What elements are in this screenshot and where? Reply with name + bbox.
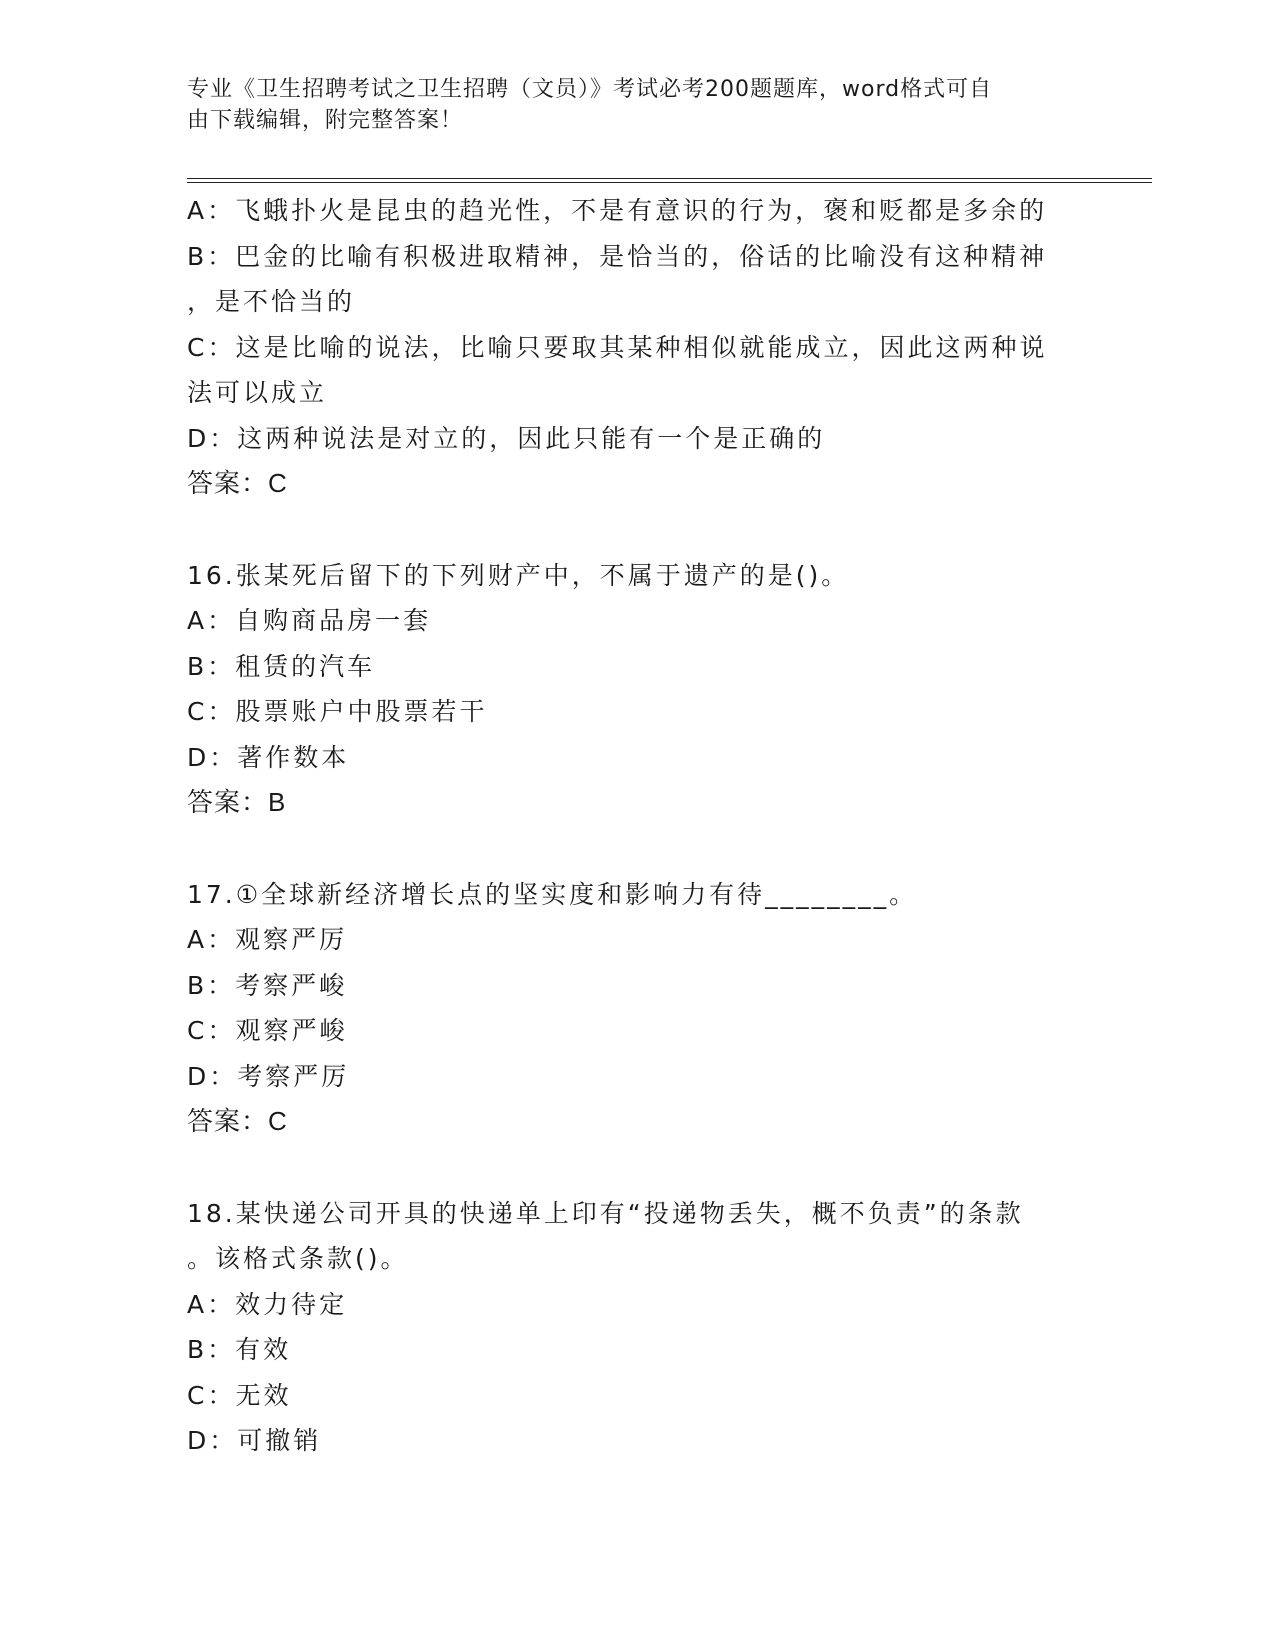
q18-question-line2: 。该格式条款()。 [187,1244,409,1273]
question-16-block [187,553,1087,826]
q16-answer: 答案：B [187,787,287,817]
header-divider-bottom [187,182,1152,183]
question-17-block [187,872,1087,1145]
q15-option-a: A：飞蛾扑火是昆虫的趋光性，不是有意识的行为，褒和贬都是多余的 [187,196,1048,225]
q16-question: 16.张某死后留下的下列财产中，不属于遗产的是()。 [187,560,850,590]
q18-option-a: A：效力待定 [187,1289,348,1319]
q18-option-c: C：无效 [187,1380,292,1410]
q17-question: 17.①全球新经济增长点的坚实度和影响力有待________。 [187,879,918,909]
q17-option-a: A：观察严厉 [187,925,348,954]
header-line-1: 专业《卫生招聘考试之卫生招聘（文员）》考试必考200题题库，word格式可自 [187,77,993,102]
spacer [187,507,1087,553]
q15-option-c-line1: C：这是比喻的说法，比喻只要取其某种相似就能成立，因此这两种说 [187,332,1048,362]
q15-option-b-line2: ，是不恰当的 [187,287,356,316]
question-18-block [187,1191,1087,1464]
q17-option-c: C：观察严峻 [187,1016,348,1045]
q15-option-d: D：这两种说法是对立的，因此只能有一个是正确的 [187,423,826,453]
q16-option-a: A：自购商品房一套 [187,606,432,635]
q17-option-d: D：考察严厉 [187,1061,350,1091]
question-15-block [187,188,1087,507]
header-line-2: 由下载编辑，附完整答案！ [187,108,464,133]
question-list [187,188,1087,1464]
q16-option-d: D：著作数本 [187,742,350,772]
q15-option-b-line1: B：巴金的比喻有积极进取精神，是恰当的，俗话的比喻没有这种精神 [187,241,1048,271]
q16-option-b: B：租赁的汽车 [187,651,376,681]
q18-option-d: D：可撤销 [187,1426,322,1455]
q17-answer: 答案：C [187,1106,288,1136]
q18-option-b: B：有效 [187,1335,292,1364]
header-divider-top [187,178,1152,179]
q16-option-c: C：股票账户中股票若干 [187,697,488,726]
spacer [187,1145,1087,1191]
q15-answer: 答案：C [187,468,288,498]
spacer [187,826,1087,872]
document-header [187,74,1067,136]
q17-option-b: B：考察严峻 [187,970,348,1000]
q18-question-line1: 18.某快递公司开具的快递单上印有“投递物丢失，概不负责”的条款 [187,1198,1024,1228]
q15-option-c-line2: 法可以成立 [187,378,328,407]
